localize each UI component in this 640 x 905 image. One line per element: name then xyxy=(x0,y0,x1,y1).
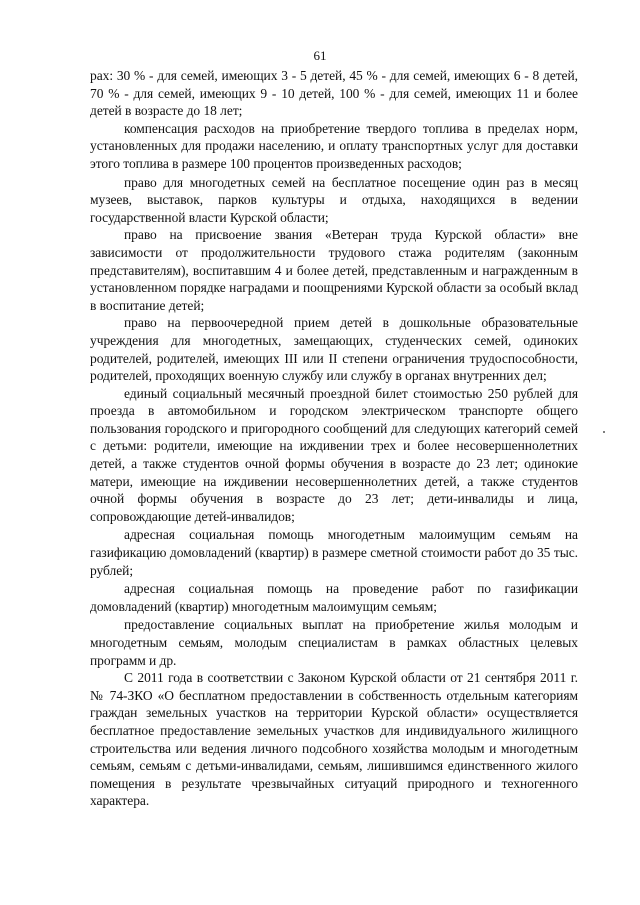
paragraph-labor-veteran: право на присвоение звания «Ветеран труда Курской области» вне зависимости от продолжительности трудового стажа родителям (законным представителям), воспитавшим 4 и более детей, представленным и награжденным в установленном порядке наградами и поощрениями Курской области за особый вклад в воспитание детей; xyxy=(90,227,578,313)
scan-speck xyxy=(603,431,605,433)
paragraph-housing-payments: предоставление социальных выплат на приобретение жилья молодым и многодетным семьям, молодым специалистам в рамках областных целевых программ и др. xyxy=(90,617,578,668)
body-text xyxy=(90,67,578,810)
paragraph-preschool-admission: право на первоочередной прием детей в дошкольные образовательные учреждения для многодетных, замещающих, студенческих семей, одиноких родителей, родителей, имеющих III или II степени ограничения трудоспособности, родителей, проходящих военную службу или службу в органах внутренних дел; xyxy=(90,315,578,384)
paragraph-museum-visits: право для многодетных семей на бесплатное посещение один раз в месяц музеев, выставок, парков культуры и отдыха, находящихся в ведении государственной власти Курской области; xyxy=(90,174,578,225)
paragraph-travel-pass: единый социальный месячный проездной билет стоимостью 250 рублей для проезда в автомобильном и городском электрическом транспорте общего пользования городского и пригородного сообщений для следующих категорий семей с детьми: родители, имеющие на иждивении трех и более несовершеннолетних детей, а также студентов очной формы обучения в возрасте до 23 лет; одинокие матери, имеющие на иждивении несовершеннолетних детей, а также студентов очной формы обучения в возрасте до 23 лет; дети-инвалиды и лица, сопровождающие детей-инвалидов; xyxy=(90,385,578,524)
paragraph-fuel-compensation: компенсация расходов на приобретение твердого топлива в пределах норм, установленных для продажи населению, и оплату транспортных услуг для доставки этого топлива в размере 100 процентов произведенных расходов; xyxy=(90,120,578,171)
paragraph-continuation: рах: 30 % - для семей, имеющих 3 - 5 детей, 45 % - для семей, имеющих 6 - 8 детей, 70 % - для семей, имеющих 9 - 10 детей, 100 % - для семей, имеющих 11 и более детей в возрасте до 18 лет; xyxy=(90,68,578,119)
paragraph-gasification-works: адресная социальная помощь на проведение работ по газификации домовладений (квартир) многодетным малоимущим семьям; xyxy=(90,581,578,614)
page-number: 61 xyxy=(313,48,327,63)
paragraph-land-plots: С 2011 года в соответствии с Законом Курской области от 21 сентября 2011 г. № 74-ЗКО «О бесплатном предоставлении в собственность отдельным категориям граждан земельных участков на территории Курской области» осуществляется бесплатное предоставление земельных участков для индивидуального жилищного строительства или ведения личного подсобного хозяйства молодым и многодетным семьям, семьям с детьми-инвалидами, семьям, лишившимся единственного жилого помещения в результате чрезвычайных ситуаций природного и техногенного характера. xyxy=(90,670,578,809)
paragraph-gasification-aid: адресная социальная помощь многодетным малоимущим семьям на газификацию домовладений (квартир) в размере сметной стоимости работ до 35 тыс. рублей; xyxy=(90,527,578,578)
